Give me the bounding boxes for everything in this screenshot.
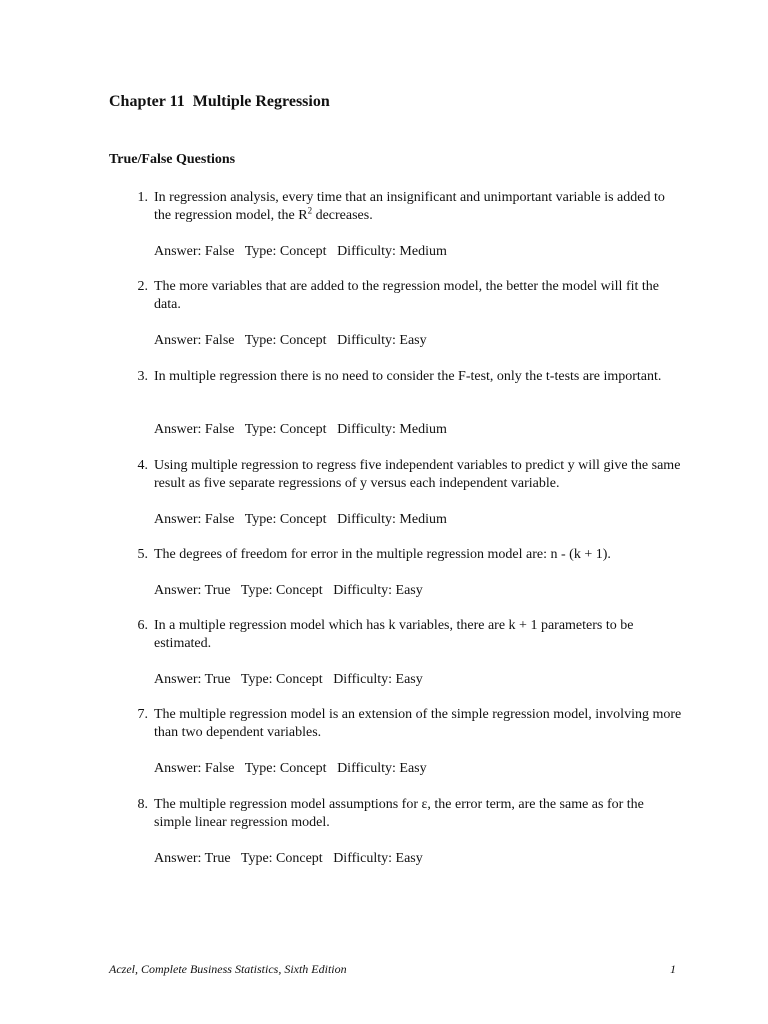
question-text: In multiple regression there is no need to consider the F-test, only the t-tests are important.: [154, 369, 662, 384]
question-number: 5.: [137, 547, 148, 562]
question-number: 1.: [137, 190, 148, 205]
answer-line: Answer: False Type: Concept Difficulty: Easy: [154, 761, 427, 776]
footer-source: Aczel, Complete Business Statistics, Sixth Edition: [109, 962, 347, 976]
question-text: Using multiple regression to regress five independent variables to predict y will give the same result as five separate regressions of y versus each independent variable.: [154, 458, 681, 491]
section-title: True/False Questions: [109, 152, 236, 167]
answer-line: Answer: False Type: Concept Difficulty: Medium: [154, 512, 447, 527]
chapter-title: Chapter 11 Multiple Regression: [109, 93, 330, 110]
page-number: 1: [670, 962, 676, 976]
question-text: The multiple regression model is an extension of the simple regression model, involving more than two dependent variables.: [154, 707, 682, 740]
question-number: 7.: [137, 707, 148, 722]
question-number: 3.: [137, 369, 148, 384]
question-text: In a multiple regression model which has k variables, there are k + 1 parameters to be estimated.: [154, 618, 634, 651]
answer-line: Answer: True Type: Concept Difficulty: Easy: [154, 851, 423, 866]
question-number: 2.: [137, 279, 148, 294]
question-text: The degrees of freedom for error in the multiple regression model are: n - (k + 1).: [154, 547, 611, 562]
question-number: 4.: [137, 458, 148, 473]
answer-line: Answer: False Type: Concept Difficulty: Medium: [154, 244, 447, 259]
question-number: 8.: [137, 797, 148, 812]
answer-line: Answer: False Type: Concept Difficulty: Easy: [154, 333, 427, 348]
answer-line: Answer: False Type: Concept Difficulty: Medium: [154, 422, 447, 437]
question-number: 6.: [137, 618, 148, 633]
question-text: The more variables that are added to the regression model, the better the model will fit the data.: [154, 279, 659, 312]
answer-line: Answer: True Type: Concept Difficulty: Easy: [154, 672, 423, 687]
question-text: In regression analysis, every time that an insignificant and unimportant variable is added to the regression model, the $R^2$ decreases.: [154, 190, 665, 223]
superscript: 2: [307, 205, 313, 216]
question-text: The multiple regression model assumptions for ε, the error term, are the same as for the simple linear regression model.: [154, 797, 644, 830]
answer-line: Answer: True Type: Concept Difficulty: Easy: [154, 583, 423, 598]
